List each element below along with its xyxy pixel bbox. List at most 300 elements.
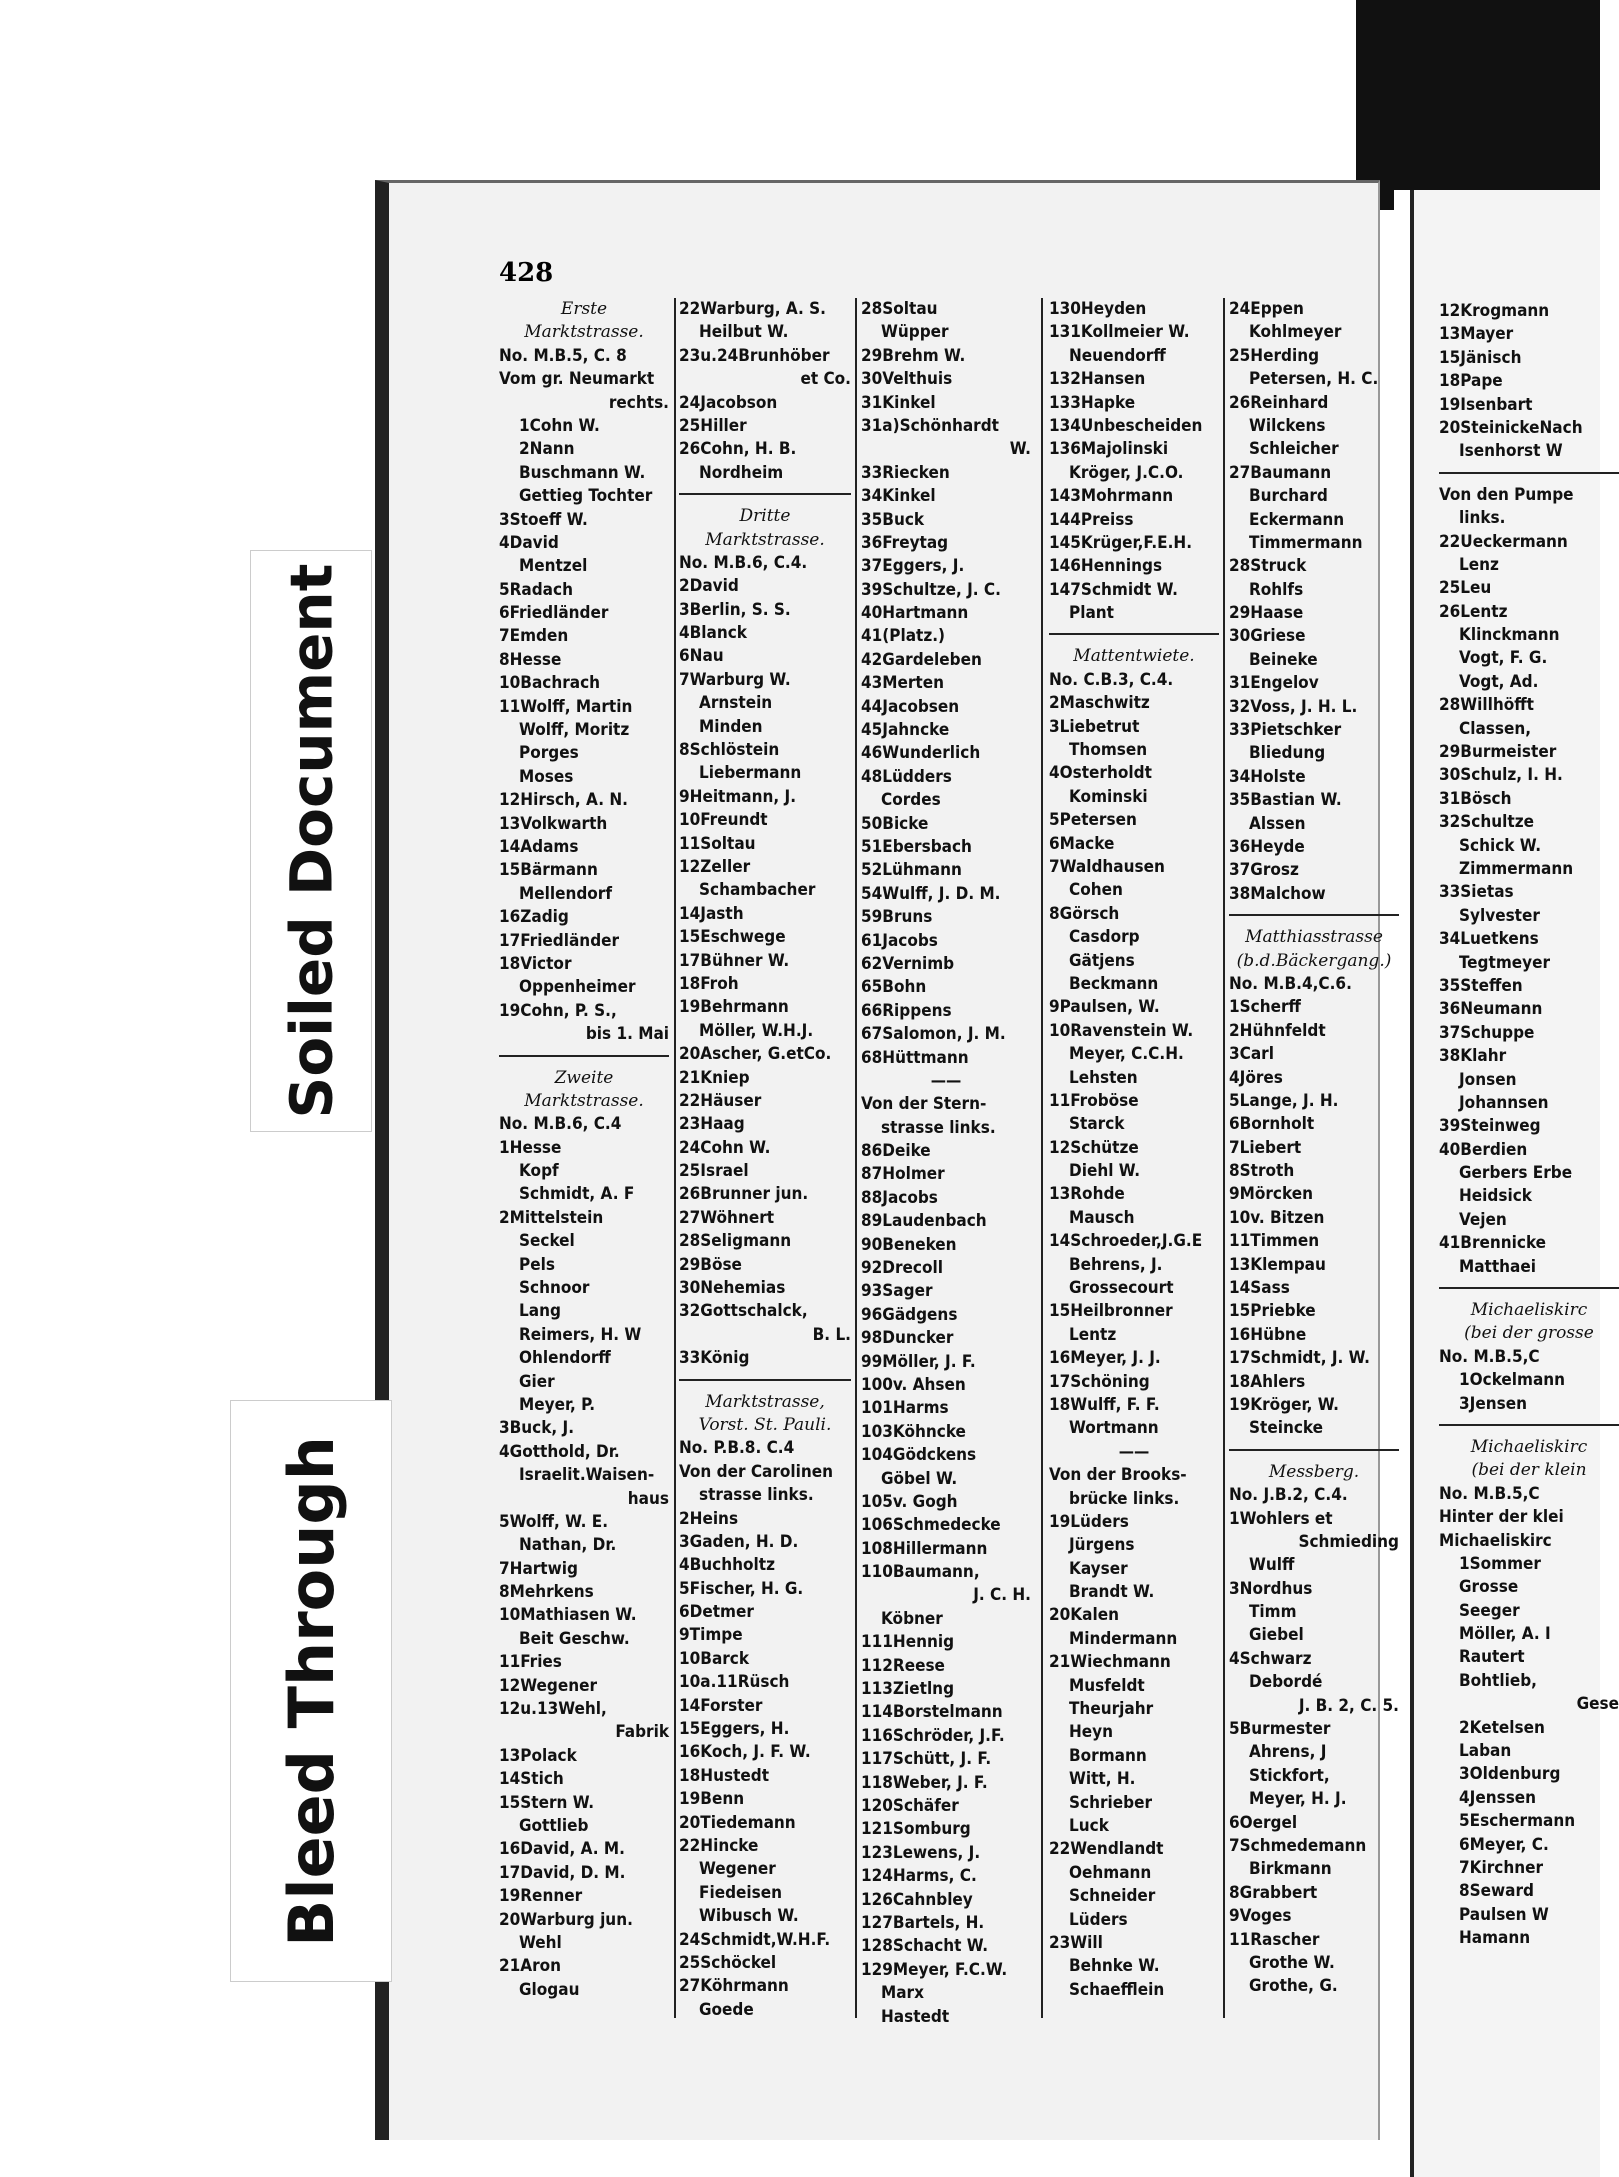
directory-entry: 18Froh — [679, 973, 739, 994]
directory-entry: 9Mörcken — [1229, 1184, 1313, 1205]
street-heading: Zweite — [554, 1067, 614, 1088]
directory-entry: 10Bachrach — [499, 673, 601, 694]
directory-entry: 45Jahncke — [861, 720, 950, 741]
scan-border-top-right — [1394, 0, 1600, 190]
directory-entry: 33König — [679, 1348, 750, 1369]
directory-entry: 18Victor — [499, 953, 572, 974]
directory-subentry: Timmermann — [1249, 532, 1363, 553]
section-rule — [1439, 472, 1619, 484]
directory-subentry: Seeger — [1459, 1600, 1520, 1621]
directory-entry: 6Friedländer — [499, 603, 609, 624]
directory-entry: 4Blanck — [679, 623, 747, 644]
directory-entry: 29Haase — [1229, 603, 1304, 624]
directory-subentry: Liebermann — [699, 763, 802, 784]
directory-entry: 12Zeller — [679, 856, 751, 877]
directory-entry: Von der Stern- — [861, 1094, 987, 1115]
directory-entry: 35Bastian W. — [1229, 790, 1342, 811]
directory-entry: 24Eppen — [1229, 299, 1304, 319]
directory-entry: 8Hesse — [499, 649, 562, 670]
directory-subentry: Grothe W. — [1249, 1952, 1335, 1973]
directory-entry: No. M.B.6, C.4. — [679, 552, 808, 573]
directory-entry: 2Mittelstein — [499, 1207, 604, 1228]
directory-entry: 87Holmer — [861, 1164, 945, 1185]
directory-entry: 23u.24Brunhöber — [679, 345, 830, 366]
directory-continuation: W. — [1009, 439, 1031, 460]
street-heading: Michaeliskirc — [1470, 1436, 1588, 1457]
directory-entry: 39Steinweg — [1439, 1116, 1541, 1137]
directory-subentry: Rautert — [1459, 1647, 1525, 1668]
directory-entry: 21Wiechmann — [1049, 1652, 1171, 1673]
column-divider — [674, 298, 676, 2018]
directory-entry: 15Jänisch — [1439, 347, 1522, 368]
directory-entry: 3Buck, J. — [499, 1418, 575, 1439]
directory-entry: 17Schöning — [1049, 1371, 1150, 1392]
directory-entry: 14Sass — [1229, 1278, 1290, 1299]
directory-subentry: Hastedt — [881, 2006, 950, 2027]
directory-subentry: Lentz — [1069, 1324, 1117, 1345]
directory-entry: 106Schmedecke — [861, 1515, 1001, 1536]
directory-subentry: 1Sommer — [1459, 1553, 1541, 1574]
directory-subentry: Burchard — [1249, 486, 1328, 507]
directory-entry: 10Ravenstein W. — [1049, 1020, 1194, 1041]
directory-entry: 16Koch, J. F. W. — [679, 1742, 811, 1763]
directory-entry: 40Berdien — [1439, 1139, 1528, 1160]
directory-entry: 19Benn — [679, 1789, 745, 1810]
directory-entry: 11Froböse — [1049, 1090, 1139, 1111]
directory-subentry: Tegtmeyer — [1459, 952, 1551, 973]
directory-entry: 126Cahnbley — [861, 1889, 973, 1910]
directory-subentry: Cohen — [1069, 880, 1123, 901]
street-heading: Michaeliskirc — [1470, 1300, 1588, 1321]
directory-entry: 145Krüger,F.E.H. — [1049, 532, 1193, 553]
directory-entry: 54Wulff, J. D. M. — [861, 883, 1001, 904]
directory-continuation: et Co. — [800, 369, 851, 390]
directory-entry: 32Schultze — [1439, 812, 1534, 833]
directory-entry: 43Merten — [861, 673, 945, 694]
directory-entry: 40Hartmann — [861, 603, 969, 624]
directory-entry: 18Ahlers — [1229, 1371, 1306, 1392]
directory-subentry: links. — [1459, 508, 1506, 529]
directory-entry: 147Schmidt W. — [1049, 579, 1178, 600]
directory-entry: 14Adams — [499, 836, 579, 857]
directory-entry: 11Wolff, Martin — [499, 696, 633, 717]
directory-subentry: Fiedeisen — [699, 1882, 782, 1903]
street-heading: Erste — [560, 299, 608, 319]
directory-subentry: Starck — [1069, 1114, 1125, 1135]
directory-entry: 105v. Gogh — [861, 1491, 958, 1512]
directory-entry: 143Mohrmann — [1049, 486, 1174, 507]
directory-entry: 9Voges — [1229, 1906, 1292, 1927]
directory-entry: 14Forster — [679, 1695, 763, 1716]
column-3 — [861, 298, 1031, 2029]
directory-subentry: Gettieg Tochter — [519, 486, 653, 507]
directory-entry: Michaeliskirc — [1439, 1530, 1552, 1551]
directory-entry: 90Beneken — [861, 1234, 957, 1255]
directory-entry: 16Zadig — [499, 907, 569, 928]
directory-entry: 42Gardeleben — [861, 649, 982, 670]
directory-entry: 86Deike — [861, 1141, 931, 1162]
directory-subentry: Mindermann — [1069, 1628, 1178, 1649]
directory-entry: 33Riecken — [861, 462, 950, 483]
directory-entry: 131Kollmeier W. — [1049, 322, 1190, 343]
directory-entry: 118Weber, J. F. — [861, 1772, 988, 1793]
directory-entry: 38Malchow — [1229, 883, 1326, 904]
directory-entry: No. M.B.6, C.4 — [499, 1114, 622, 1135]
directory-entry: 100v. Ahsen — [861, 1374, 966, 1395]
directory-entry: 2Maschwitz — [1049, 693, 1150, 714]
directory-entry: 30Velthuis — [861, 369, 953, 390]
directory-entry: 3Gaden, H. D. — [679, 1531, 799, 1552]
directory-entry: 25Israel — [679, 1161, 749, 1182]
directory-subentry: 8Seward — [1459, 1881, 1534, 1902]
directory-entry: 13Volkwarth — [499, 813, 608, 834]
directory-continuation: Schmieding — [1298, 1531, 1399, 1552]
directory-entry: 20Tiedemann — [679, 1812, 796, 1833]
directory-entry: 19Behrmann — [679, 997, 789, 1018]
directory-subentry: Jonsen — [1459, 1069, 1517, 1090]
directory-subentry: Ohlendorff — [519, 1348, 611, 1369]
directory-entry: 8Mehrkens — [499, 1582, 594, 1603]
directory-subentry: Sylvester — [1459, 905, 1540, 926]
directory-subentry: Steincke — [1249, 1418, 1323, 1439]
directory-subentry: brücke links. — [1069, 1488, 1180, 1509]
directory-entry: 28Willhöfft — [1439, 695, 1534, 716]
directory-entry: 6Detmer — [679, 1602, 754, 1623]
directory-subentry: Buschmann W. — [519, 462, 646, 483]
page-number: 428 — [499, 258, 554, 288]
directory-subentry: Kröger, J.C.O. — [1069, 462, 1184, 483]
section-rule — [679, 493, 851, 505]
directory-subentry: Beckmann — [1069, 973, 1159, 994]
directory-entry: 62Vernimb — [861, 953, 955, 974]
directory-subentry: Nordheim — [699, 462, 784, 483]
directory-entry: 35Buck — [861, 509, 925, 530]
directory-entry: 121Somburg — [861, 1819, 971, 1840]
section-rule — [499, 1055, 669, 1067]
directory-subentry: Classen, — [1459, 718, 1532, 739]
directory-entry: 15Priebke — [1229, 1301, 1316, 1322]
directory-subentry: Theurjahr — [1069, 1699, 1154, 1720]
directory-entry: 22Wendlandt — [1049, 1839, 1164, 1860]
directory-entry: 104Gödckens — [861, 1445, 977, 1466]
directory-subentry: Gerbers Erbe — [1459, 1163, 1573, 1184]
directory-entry: 8Görsch — [1049, 903, 1120, 924]
directory-entry: 24Schmidt,W.H.F. — [679, 1929, 831, 1950]
column-divider — [1041, 298, 1043, 2018]
directory-subentry: Kayser — [1069, 1558, 1128, 1579]
directory-entry: 117Schütt, J. F. — [861, 1749, 992, 1770]
directory-subentry: Wilckens — [1249, 415, 1326, 436]
directory-subentry: Moses — [519, 766, 574, 787]
street-heading: (bei der grosse — [1464, 1323, 1594, 1344]
directory-entry: 31Engelov — [1229, 673, 1319, 694]
directory-subentry: Schnoor — [519, 1278, 590, 1299]
directory-entry: 1Wohlers et — [1229, 1508, 1333, 1529]
directory-subentry: Mellendorf — [519, 883, 612, 904]
directory-entry: No. M.B.5,C — [1439, 1346, 1540, 1367]
directory-entry: 14Stich — [499, 1769, 564, 1790]
street-heading: Marktstrasse. — [524, 322, 644, 343]
column-2 — [679, 298, 851, 2022]
directory-entry: 1Scherff — [1229, 997, 1301, 1018]
directory-subentry: Brandt W. — [1069, 1582, 1155, 1603]
directory-subentry: Seckel — [519, 1231, 575, 1252]
section-dash: —— — [930, 1070, 962, 1091]
directory-subentry: Isenhorst W — [1459, 441, 1563, 462]
directory-entry: 4David — [499, 532, 559, 553]
directory-subentry: 3Jensen — [1459, 1393, 1527, 1414]
directory-entry: 3Carl — [1229, 1044, 1274, 1065]
directory-subentry: Lenz — [1459, 554, 1499, 575]
directory-entry: 18Hustedt — [679, 1765, 770, 1786]
directory-entry: 112Reese — [861, 1655, 945, 1676]
directory-page — [375, 180, 1399, 2140]
directory-subentry: Neuendorff — [1069, 345, 1166, 366]
directory-subentry: Lüders — [1069, 1909, 1128, 1930]
section-rule — [679, 1379, 851, 1391]
directory-entry: 17David, D. M. — [499, 1862, 626, 1883]
directory-entry: 27Wöhnert — [679, 1207, 775, 1228]
directory-subentry: Wortmann — [1069, 1418, 1159, 1439]
directory-entry: 29Burmeister — [1439, 742, 1557, 763]
directory-subentry: Nathan, Dr. — [519, 1535, 617, 1556]
directory-subentry: Lehsten — [1069, 1067, 1138, 1088]
directory-entry: 61Jacobs — [861, 930, 938, 951]
directory-subentry: 2Ketelsen — [1459, 1717, 1545, 1738]
directory-entry: 3Stoeff W. — [499, 509, 588, 530]
directory-entry: 10v. Bitzen — [1229, 1207, 1325, 1228]
directory-subentry: 5Eschermann — [1459, 1811, 1576, 1832]
directory-subentry: Schick W. — [1459, 835, 1542, 856]
directory-entry: 36Neumann — [1439, 999, 1543, 1020]
directory-entry: 25Hiller — [679, 415, 747, 436]
directory-entry: 30Griese — [1229, 626, 1306, 647]
directory-entry: 3Liebetrut — [1049, 716, 1140, 737]
directory-entry: No. M.B.5,C — [1439, 1483, 1540, 1504]
directory-entry: 111Hennig — [861, 1632, 955, 1653]
directory-subentry: Beineke — [1249, 649, 1318, 670]
street-heading: (bei der klein — [1471, 1460, 1587, 1481]
directory-subentry: Göbel W. — [881, 1468, 958, 1489]
directory-subentry: Vogt, F. G. — [1459, 648, 1548, 669]
directory-subentry: Marx — [881, 1983, 924, 2004]
directory-entry: 9Timpe — [679, 1625, 743, 1646]
directory-entry: 7Waldhausen — [1049, 856, 1165, 877]
directory-entry: 2David — [679, 576, 739, 597]
directory-entry: 11Timmen — [1229, 1231, 1320, 1252]
directory-subentry: Meyer, C.C.H. — [1069, 1044, 1184, 1065]
directory-subentry: Luck — [1069, 1816, 1109, 1836]
directory-entry: 7Warburg W. — [679, 669, 791, 690]
directory-entry: 2Hühnfeldt — [1229, 1020, 1326, 1041]
directory-entry: 20Warburg jun. — [499, 1909, 633, 1930]
directory-entry: 96Gädgens — [861, 1304, 958, 1325]
directory-entry: 5Petersen — [1049, 810, 1137, 831]
directory-entry: 52Lühmann — [861, 860, 962, 881]
directory-subentry: Kopf — [519, 1161, 559, 1182]
directory-subentry: Lang — [519, 1301, 561, 1322]
directory-continuation: bis 1. Mai — [585, 1024, 669, 1045]
directory-subentry: Wolff, Moritz — [519, 720, 630, 741]
directory-subentry: Behrens, J. — [1069, 1254, 1163, 1275]
directory-entry: 26Lentz — [1439, 601, 1508, 622]
directory-entry: 12Hirsch, A. N. — [499, 790, 628, 811]
directory-entry: 34Luetkens — [1439, 929, 1539, 950]
directory-entry: 36Freytag — [861, 532, 949, 553]
directory-subentry: Eckermann — [1249, 509, 1345, 530]
directory-entry: 89Laudenbach — [861, 1211, 987, 1232]
directory-entry: Von den Pumpe — [1439, 484, 1574, 505]
directory-subentry: Schrieber — [1069, 1792, 1152, 1813]
directory-subentry: Behnke W. — [1069, 1956, 1160, 1977]
directory-subentry: Diehl W. — [1069, 1161, 1141, 1182]
directory-entry: 10Freundt — [679, 810, 768, 831]
directory-entry: 32Gottschalck, — [679, 1301, 808, 1322]
directory-subentry: Petersen, H. C. — [1249, 369, 1379, 390]
street-heading: Marktstrasse, — [705, 1391, 825, 1412]
directory-entry: 12Wegener — [499, 1675, 598, 1696]
directory-subentry: Alssen — [1249, 813, 1306, 834]
directory-subentry: Oppenheimer — [519, 977, 636, 998]
street-heading: Dritte — [739, 506, 791, 527]
directory-entry: 20SteinickeNach — [1439, 417, 1583, 438]
directory-entry: 5Burmester — [1229, 1719, 1331, 1740]
directory-entry: 28Struck — [1229, 556, 1307, 577]
directory-entry: 5Lange, J. H. — [1229, 1090, 1339, 1111]
street-heading: Marktstrasse. — [705, 529, 825, 550]
directory-entry: 128Schacht W. — [861, 1936, 989, 1957]
directory-entry: 44Jacobsen — [861, 696, 960, 717]
bleed-through-label — [230, 1400, 392, 1982]
facing-page — [1410, 190, 1619, 2177]
directory-subentry: Schaefflein — [1069, 1979, 1165, 2000]
directory-entry: 5Fischer, H. G. — [679, 1578, 804, 1599]
street-heading: Mattentwiete. — [1073, 646, 1195, 667]
directory-subentry: Paulsen W — [1459, 1904, 1549, 1925]
directory-entry: 13Mayer — [1439, 324, 1514, 345]
directory-entry: 16Hübne — [1229, 1324, 1307, 1345]
section-rule — [1049, 633, 1219, 645]
directory-entry: 88Jacobs — [861, 1187, 938, 1208]
directory-entry: 11Fries — [499, 1652, 562, 1673]
directory-entry: 4Gotthold, Dr. — [499, 1441, 620, 1462]
directory-entry: 37Eggers, J. — [861, 556, 965, 577]
directory-entry: 17Bühner W. — [679, 950, 790, 971]
directory-subentry: Matthaei — [1459, 1256, 1536, 1277]
directory-entry: 12Schütze — [1049, 1137, 1139, 1158]
directory-subentry: Bliedung — [1249, 743, 1326, 764]
directory-subentry: Arnstein — [699, 693, 773, 714]
directory-entry: 15Bärmann — [499, 860, 598, 881]
street-heading: Matthiasstrasse — [1245, 927, 1383, 948]
directory-entry: 17Friedländer — [499, 930, 620, 951]
directory-entry: Vom gr. Neumarkt — [499, 369, 655, 390]
directory-subentry: Kohlmeyer — [1249, 322, 1342, 343]
directory-entry: 25Herding — [1229, 345, 1320, 366]
directory-entry: 36Heyde — [1229, 836, 1305, 857]
directory-entry: 101Harms — [861, 1398, 949, 1419]
directory-continuation: haus — [627, 1488, 669, 1509]
directory-continuation: J. B. 2, C. 5. — [1298, 1695, 1399, 1716]
directory-entry: 26Reinhard — [1229, 392, 1329, 413]
directory-subentry: Wegener — [699, 1859, 776, 1880]
directory-subentry: Klinckmann — [1459, 625, 1560, 646]
directory-subentry: Casdorp — [1069, 927, 1140, 948]
directory-entry: 33Pietschker — [1229, 720, 1342, 741]
directory-subentry: Rohlfs — [1249, 579, 1304, 600]
directory-entry: No. C.B.3, C.4. — [1049, 669, 1174, 690]
directory-entry: 5Wolff, W. E. — [499, 1511, 609, 1532]
directory-entry: 10a.11Rüsch — [679, 1672, 790, 1693]
directory-entry: 46Wunderlich — [861, 743, 981, 764]
street-heading: Messberg. — [1268, 1461, 1360, 1482]
directory-entry: 14Jasth — [679, 903, 744, 924]
directory-entry: 33Sietas — [1439, 882, 1514, 903]
directory-entry: 21Kniep — [679, 1067, 750, 1088]
directory-subentry: Goede — [699, 1999, 754, 2020]
directory-subentry: Reimers, H. W — [519, 1324, 642, 1345]
directory-entry: 16David, A. M. — [499, 1839, 625, 1860]
directory-entry: 110Baumann, — [861, 1562, 980, 1583]
column-1 — [499, 298, 669, 2002]
directory-entry: 13Klempau — [1229, 1254, 1326, 1275]
directory-entry: 22Warburg, A. S. — [679, 299, 826, 319]
directory-entry: 18Pape — [1439, 371, 1503, 392]
directory-entry: 8Stroth — [1229, 1161, 1295, 1182]
directory-entry: 15Eschwege — [679, 927, 786, 948]
directory-entry: 19Cohn, P. S., — [499, 1000, 617, 1021]
directory-continuation: Gese — [1576, 1694, 1619, 1715]
directory-subentry: 1Ockelmann — [1459, 1370, 1566, 1391]
directory-subentry: Möller, A. I — [1459, 1624, 1551, 1645]
directory-entry: 65Bohn — [861, 977, 927, 998]
directory-subentry: Schleicher — [1249, 439, 1339, 460]
directory-entry: 6Macke — [1049, 833, 1115, 854]
section-dash: —— — [1118, 1441, 1150, 1462]
street-heading: Marktstrasse. — [524, 1090, 644, 1111]
directory-entry: 15Eggers, H. — [679, 1719, 790, 1740]
directory-entry: 2Heins — [679, 1508, 739, 1529]
directory-entry: 38Klahr — [1439, 1046, 1507, 1067]
directory-entry: 3Berlin, S. S. — [679, 599, 791, 620]
directory-entry: 31Kinkel — [861, 392, 936, 413]
directory-entry: 35Steffen — [1439, 975, 1523, 996]
directory-entry: 37Schuppe — [1439, 1022, 1535, 1043]
directory-subentry: Gier — [519, 1371, 555, 1392]
directory-entry: 51Ebersbach — [861, 836, 972, 857]
column-divider — [1223, 298, 1225, 2018]
directory-entry: 11Soltau — [679, 833, 756, 854]
directory-entry: 48Lüdders — [861, 766, 952, 787]
directory-entry: 12Krogmann — [1439, 301, 1550, 321]
directory-entry: 41Brennicke — [1439, 1233, 1547, 1254]
directory-entry: 13Polack — [499, 1745, 577, 1766]
directory-entry: 16Meyer, J. J. — [1049, 1348, 1161, 1369]
directory-entry: 93Sager — [861, 1281, 933, 1302]
directory-entry: 66Rippens — [861, 1000, 952, 1021]
directory-entry: 19Kröger, W. — [1229, 1394, 1339, 1415]
directory-entry: 6Oergel — [1229, 1812, 1298, 1833]
directory-subentry: 4Jenssen — [1459, 1787, 1537, 1808]
directory-entry: No. P.B.8. C.4 — [679, 1438, 795, 1459]
directory-subentry: Debordé — [1249, 1672, 1323, 1693]
directory-entry: 123Lewens, J. — [861, 1842, 981, 1863]
directory-subentry: Schneider — [1069, 1886, 1156, 1907]
directory-entry: 28Seligmann — [679, 1231, 792, 1252]
directory-subentry: Porges — [519, 743, 579, 764]
street-heading: Vorst. St. Pauli. — [698, 1414, 832, 1435]
directory-entry: 99Möller, J. F. — [861, 1351, 976, 1372]
